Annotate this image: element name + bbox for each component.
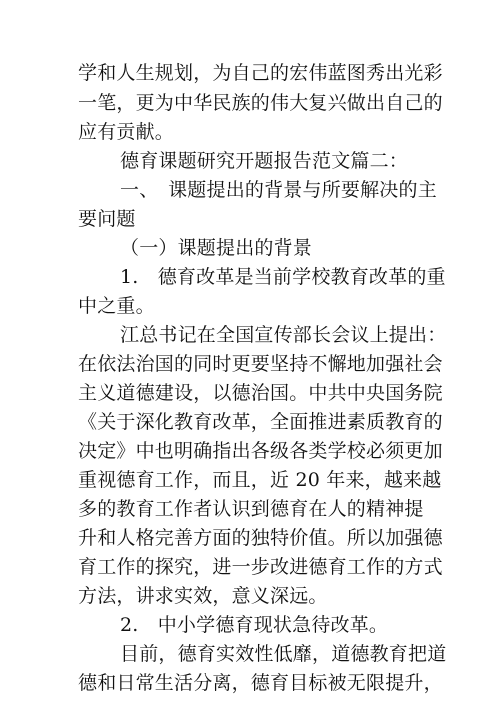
text-line: 在依法治国的同时更要坚持不懈地加强社会 — [78, 353, 443, 375]
paragraph-start: 江总书记在全国宣传部长会议上提出： — [120, 324, 447, 346]
paragraph-start: 目前，德育实效性低靡，道德教育把道 — [120, 643, 447, 665]
text-line: 升和人格完善方面的独特价值。所以加强德 — [78, 527, 443, 549]
list-item-heading-continued: 中之重。 — [78, 295, 155, 317]
text-line: 学和人生规划，为自己的宏伟蓝图秀出光彩 — [78, 62, 443, 84]
text-line: 育工作的探究，进一步改进德育工作的方式 — [78, 556, 443, 578]
text-line: 决定》中也明确指出各级各类学校必须更加 — [78, 440, 443, 462]
text-line: 《关于深化教育改革，全面推进素质教育的 — [78, 411, 443, 433]
text-line: 重视德育工作，而且，近 20 年来，越来越 — [78, 469, 442, 491]
subsection-heading: 一、 课题提出的背景与所要解决的主 — [120, 179, 437, 201]
list-item-heading: 1. 德育改革是当前学校教育改革的重 — [120, 266, 446, 288]
text-line: 一笔，更为中华民族的伟大复兴做出自己的 — [78, 92, 443, 114]
text-line: 方法，讲求实效，意义深远。 — [78, 585, 328, 607]
text-line: 德和日常生活分离，德育目标被无限提升， — [78, 672, 443, 694]
subsection-heading-continued: 要问题 — [78, 208, 136, 230]
text-line: 应有贡献。 — [78, 121, 175, 143]
section-heading: 德育课题研究开题报告范文篇二： — [120, 150, 409, 172]
subsection-heading: （一）课题提出的背景 — [120, 237, 313, 259]
text-line: 多的教育工作者认识到德育在人的精神提 — [78, 498, 424, 520]
text-line: 主义道德建设，以德治国。中共中央国务院 — [78, 382, 443, 404]
list-item-heading: 2. 中小学德育现状急待改革。 — [120, 614, 389, 636]
